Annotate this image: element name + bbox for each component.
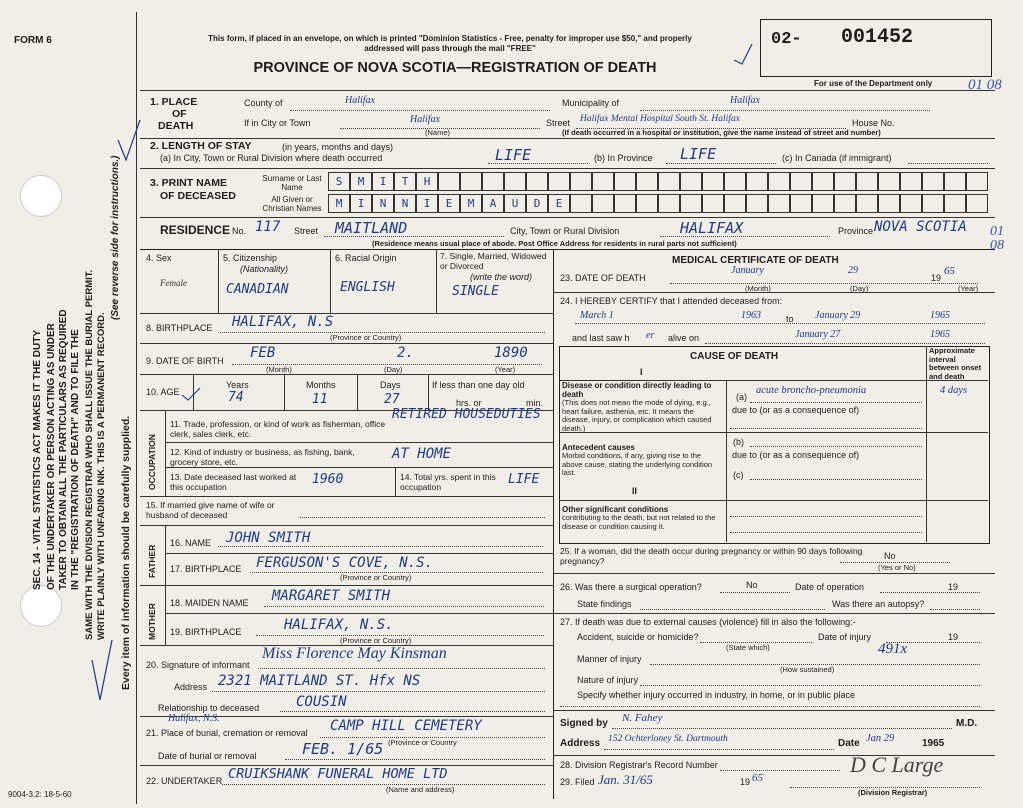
burial-place-label: 21. Place of burial, cremation or removal [146, 728, 308, 738]
filed-date: Jan. 31/65 [598, 772, 653, 787]
hrs-label: hrs. or [456, 398, 482, 408]
operation-year-prefix: 19 [948, 582, 959, 592]
length-of-stay-sublabel: (in years, months and days) [282, 142, 394, 152]
dod-day-sublabel: (Day) [850, 284, 869, 293]
q11-label: 11. Trade, profession, or kind of work as fisherman, office clerk, sales clerk, etc. [170, 419, 386, 439]
filed-label: 29. Filed [560, 777, 595, 787]
dob-day-sublabel: (Day) [384, 365, 403, 374]
q11-value: RETIRED HOUSEDUTIES [392, 407, 541, 422]
physician-address-label: Address [560, 738, 601, 749]
mother-birthplace: HALIFAX, N.S. [284, 617, 394, 633]
hospital-note: (If death occurred in a hospital or institution, give the name instead of street and number) [562, 128, 881, 137]
letter-box[interactable]: D [526, 194, 548, 213]
surgery-label: 26. Was there a surgical operation? [560, 582, 702, 592]
house-no-label: House No. [852, 118, 895, 128]
q13-value: 1960 [312, 472, 344, 487]
relationship-label: Relationship to deceased [158, 703, 260, 713]
injury-date-label: Date of injury [818, 632, 872, 642]
letter-box[interactable]: N [372, 194, 394, 213]
dob-day: 2. [397, 345, 414, 361]
other-conditions-label: Other significant conditions [562, 505, 669, 514]
letter-box[interactable]: M [460, 194, 482, 213]
informant-signature-label: 20. Signature of informant [146, 660, 250, 670]
age-label: 10. AGE [146, 387, 180, 397]
marital-value: SINGLE [452, 284, 499, 299]
q12-label: 12. Kind of industry or business, as fishing, bank, grocery store, etc. [170, 447, 355, 467]
findings-label: State findings [577, 599, 632, 609]
letter-box[interactable]: I [350, 194, 372, 213]
surname-label: Surname or Last Name [262, 174, 322, 192]
father-name: JOHN SMITH [226, 530, 311, 546]
date-of-death-label: 23. DATE OF DEATH [560, 273, 646, 283]
md-label: M.D. [956, 718, 978, 729]
residence-label: RESIDENCE [160, 223, 231, 237]
mother-maiden: MARGARET SMITH [272, 588, 391, 604]
residence-no-label: No. [232, 226, 247, 236]
surgery-value: No [746, 580, 758, 590]
mother-maiden-label: 18. MAIDEN NAME [170, 598, 249, 608]
father-birthplace: FERGUSON'S COVE, N.S. [256, 555, 434, 571]
check-mark-icon [92, 640, 112, 700]
nature-label: Nature of injury [577, 675, 639, 685]
burial-sublabel: (Province or Country [388, 738, 457, 747]
burial-date-label: Date of burial or removal [158, 751, 257, 761]
form-number: FORM 6 [14, 35, 52, 46]
age-days: 27 [384, 392, 400, 407]
side-instruction-6: WRITE PLAINLY WITH UNFADING INK. THIS IS A PERMANENT RECORD. [96, 312, 107, 640]
physician-address: 152 Ochterloney St. Dartmouth [608, 734, 728, 744]
mother-birthplace-sublabel: (Province or Country) [340, 636, 412, 645]
residence-city-label: City, Town or Rural Division [510, 226, 620, 236]
municipality-value: Halifax [730, 95, 760, 106]
county-value: Halifax [345, 95, 375, 106]
disease-label: Disease or condition directly leading to death [562, 381, 712, 399]
medical-certificate-title: MEDICAL CERTIFICATE OF DEATH [672, 255, 839, 266]
pregnancy-sublabel: (Yes or No) [878, 563, 916, 572]
side-instruction-4: IN THE "REGISTRATION OF DEATH" AND TO FILE THE [70, 329, 81, 590]
mother-section-label: MOTHER [147, 603, 157, 640]
filed-year: 65 [752, 772, 763, 784]
interval-label: Approximate interval between onset and death [929, 346, 982, 381]
registrar-record-label: 28. Division Registrar's Record Number [560, 760, 718, 770]
informant-address-label: Address [174, 682, 208, 692]
city-label: If in City or Town [244, 118, 311, 128]
sex-label: 4. Sex [146, 253, 172, 263]
occupation-section-label: OCCUPATION [147, 434, 157, 490]
residence-province: NOVA SCOTIA [874, 219, 967, 235]
racial-origin-value: ENGLISH [340, 280, 395, 295]
length-of-stay-label: 2. LENGTH OF STAY [150, 140, 252, 152]
side-instruction-5: SAME WITH THE DIVISION REGISTRAR WHO SHALL ISSUE THE BURIAL PERMIT. [84, 269, 95, 640]
min-label: min. [526, 398, 544, 408]
sex-value: Female [160, 278, 187, 288]
age-months: 11 [312, 392, 328, 407]
due-to-label-1: due to (or as a consequence of) [732, 405, 860, 415]
dob-year-sublabel: (Year) [495, 365, 516, 374]
alive-on-year: 1965 [930, 329, 950, 340]
check-mark-icon [734, 44, 752, 64]
street-value: Halifax Mental Hospital South St. Halifax [580, 114, 740, 124]
father-birthplace-sublabel: (Province or Country) [340, 573, 412, 582]
street-label: Street [546, 118, 571, 128]
side-instruction-8: Every item of information should be carefully supplied. [120, 415, 132, 690]
cause-a-label: (a) [736, 392, 747, 402]
injury-year-prefix: 19 [948, 632, 959, 642]
specify-label: Specify whether injury occurred in industry, in home, or in public place [577, 690, 855, 700]
given-names-label: All Given or Christian Names [262, 195, 322, 213]
manner-label: Manner of injury [577, 654, 642, 664]
registrar-sublabel: (Division Registrar) [858, 788, 928, 797]
citizenship-sublabel: (Nationality) [240, 264, 289, 274]
antecedent-note: Morbid conditions, if any, giving rise to the above cause, stating the underlying condition last. [562, 451, 713, 477]
last-saw-value: er [646, 330, 655, 341]
residence-city: HALIFAX [680, 219, 744, 237]
burial-pre-note: Halifax, N.S. [168, 713, 220, 724]
birthplace-sublabel: (Province or Country) [330, 333, 402, 342]
part-ii-label: II [632, 486, 638, 496]
name-sublabel: (Name) [425, 128, 451, 137]
residence-street-label: Street [294, 226, 319, 236]
stay-b-value: LIFE [680, 145, 717, 163]
print-name-heading: 3. PRINT NAME OF DECEASED [150, 177, 236, 202]
side-instruction-2: OF THE UNDERTAKER OR PERSON ACTING AS UNDER [46, 323, 57, 590]
date-of-death-day: 29 [848, 265, 858, 276]
dob-label: 9. DATE OF BIRTH [146, 356, 224, 366]
days-label: Days [380, 380, 401, 390]
stay-a-label: (a) In City, Town or Rural Division where death occurred [160, 153, 383, 163]
pregnancy-label: 25. If a woman, did the death occur during pregnancy or within 90 days following pregnancy? [560, 546, 863, 566]
q14-label: 14. Total yrs. spent in this occupation [400, 472, 496, 492]
cause-c-label: (c) [733, 470, 744, 480]
attended-to: January 29 [815, 310, 861, 321]
signed-by-value: N. Fahey [622, 712, 663, 724]
registrar-signature: D C Large [850, 752, 944, 777]
months-label: Months [306, 380, 336, 390]
cause-of-death-title: CAUSE OF DEATH [690, 351, 779, 362]
father-birthplace-label: 17. BIRTHPLACE [170, 564, 242, 574]
residence-no: 117 [255, 219, 281, 235]
letter-box[interactable]: U [504, 194, 526, 213]
cause-b-label: (b) [733, 437, 744, 447]
undertaker-sublabel: (Name and address) [386, 785, 455, 794]
how-sustained-sublabel: (How sustained) [780, 665, 835, 674]
attended-to-label: to [786, 314, 794, 324]
check-mark-icon [118, 120, 140, 160]
disease-note: (This does not mean the mode of dying, e.g., heart failure, asthenia, etc. It means the disease, injury, or complication which caused death.) [562, 398, 712, 433]
signed-year: 1965 [922, 738, 945, 749]
registration-prefix: 02- [771, 30, 802, 49]
part-i-label: I [640, 367, 643, 377]
municipality-label: Municipality of [562, 98, 620, 108]
certify-label: 24. I HEREBY CERTIFY that I attended deceased from: [560, 296, 783, 306]
mail-notice: This form, if placed in an envelope, on which is printed "Dominion Statistics - Free, penalty for improper use $50," and properly addressed will pass through the mail "FREE" [208, 34, 692, 53]
corner-mark: 01 08 [968, 77, 1002, 93]
father-name-label: 16. NAME [170, 538, 212, 548]
due-to-label-2: due to (or as a consequence of) [732, 450, 860, 460]
stay-b-label: (b) In Province [594, 153, 653, 163]
citizenship-label: 5. Citizenship [223, 253, 278, 263]
date-of-death-year: 65 [944, 265, 955, 277]
marital-label: 7. Single, Married, Widowed or Divorced [440, 251, 547, 271]
father-section-label: FATHER [147, 544, 157, 578]
alive-on-date: January 27 [795, 329, 841, 340]
dod-month-sublabel: (Month) [745, 284, 771, 293]
alive-on-label: alive on [668, 333, 700, 343]
stay-a-value: LIFE [495, 146, 532, 164]
dob-year: 1890 [494, 345, 528, 361]
registration-number: 001452 [841, 26, 914, 49]
letter-box[interactable]: I [416, 194, 438, 213]
residence-note: (Residence means usual place of abode. Post Office Address for residents in rural parts not sufficient) [372, 239, 737, 248]
undertaker-value: CRUIKSHANK FUNERAL HOME LTD [228, 766, 448, 782]
signed-by-label: Signed by [560, 718, 608, 729]
cause-a-interval: 4 days [940, 385, 968, 396]
city-value: Halifax [410, 114, 440, 125]
side-instruction-7: (See reverse side for instructions.) [110, 155, 121, 320]
cause-a-value: acute broncho-pneumonia [756, 385, 867, 396]
date-of-death-month: January [731, 265, 764, 276]
letter-box[interactable]: S [328, 172, 350, 191]
residence-street: MAITLAND [335, 219, 408, 237]
burial-place: CAMP HILL CEMETERY [330, 718, 482, 734]
burial-date: FEB. 1/65 [302, 740, 384, 758]
check-mark-icon [182, 388, 200, 400]
informant-signature: Miss Florence May Kinsman [262, 645, 447, 662]
citizenship-value: CANADIAN [226, 282, 289, 297]
county-label: County of [244, 98, 283, 108]
mother-birthplace-label: 19. BIRTHPLACE [170, 627, 242, 637]
residence-mark: 01 08 [990, 224, 1004, 253]
undertaker-label: 22. UNDERTAKER [146, 776, 223, 786]
racial-origin-label: 6. Racial Origin [335, 253, 397, 263]
years-label: Years [226, 380, 249, 390]
letter-box[interactable]: T [394, 172, 416, 191]
other-conditions-note: contributing to the death, but not related to the disease or condition causing it. [562, 513, 716, 531]
dod-year-sublabel: (Year) [958, 284, 979, 293]
operation-date-label: Date of operation [795, 582, 865, 592]
letter-box[interactable]: E [438, 194, 460, 213]
marital-sublabel: (write the word) [470, 272, 533, 282]
classification-code: 491x [878, 641, 908, 657]
residence-province-label: Province [838, 226, 874, 236]
relationship-value: COUSIN [296, 694, 347, 710]
birthplace-value: HALIFAX, N.S [232, 314, 334, 330]
state-which-sublabel: (State which) [726, 643, 770, 652]
attended-to-year: 1965 [930, 310, 950, 321]
q15-label: 15. If married give name of wife or husband of deceased [146, 500, 275, 520]
birthplace-label: 8. BIRTHPLACE [146, 323, 213, 333]
age-years: 74 [228, 390, 244, 405]
antecedent-label: Antecedent causes [562, 443, 635, 452]
signed-date-label: Date [838, 738, 860, 749]
dob-month: FEB [250, 345, 276, 361]
attended-from-year: 1963 [741, 310, 761, 321]
place-of-death-heading: 1. PLACE OF DEATH [150, 96, 198, 132]
autopsy-label: Was there an autopsy? [832, 599, 925, 609]
letter-box[interactable]: M [328, 194, 350, 213]
pregnancy-value: No [884, 551, 896, 561]
accident-label: Accident, suicide or homicide? [577, 632, 699, 642]
less-than-day-label: If less than one day old [432, 380, 525, 390]
q14-value: LIFE [508, 472, 540, 487]
q12-value: AT HOME [392, 446, 452, 462]
letter-box[interactable]: A [482, 194, 504, 213]
department-use-label: For use of the Department only [814, 79, 933, 88]
form-title: PROVINCE OF NOVA SCOTIA—REGISTRATION OF DEATH [253, 60, 657, 76]
letter-box[interactable]: E [548, 194, 570, 213]
last-saw-label: and last saw h [572, 333, 630, 343]
external-causes-label: 27. If death was due to external causes (violence) fill in also the following:- [560, 617, 856, 627]
signed-date: Jan 29 [866, 733, 895, 744]
filed-year-prefix: 19 [740, 777, 751, 787]
dob-month-sublabel: (Month) [266, 365, 292, 374]
date-of-death-year-prefix: 19 [931, 273, 942, 283]
letter-box[interactable]: H [416, 172, 438, 191]
q13-label: 13. Date deceased last worked at this occupation [170, 472, 297, 492]
stay-c-label: (c) In Canada (if immigrant) [782, 153, 892, 163]
letter-box[interactable]: N [394, 194, 416, 213]
informant-address: 2321 MAITLAND ST. Hfx NS [218, 673, 421, 689]
letter-box[interactable]: I [372, 172, 394, 191]
side-instruction-1: SEC. 14 - VITAL STATISTICS ACT MAKES IT THE DUTY [32, 329, 43, 590]
attended-from: March 1 [580, 310, 614, 321]
form-code: 9004-3.2: 18-5-60 [8, 790, 72, 799]
side-instruction-3: TAKER TO OBTAIN ALL THE PARTICULARS AS REQUIRED [58, 309, 69, 590]
letter-box[interactable]: M [350, 172, 372, 191]
